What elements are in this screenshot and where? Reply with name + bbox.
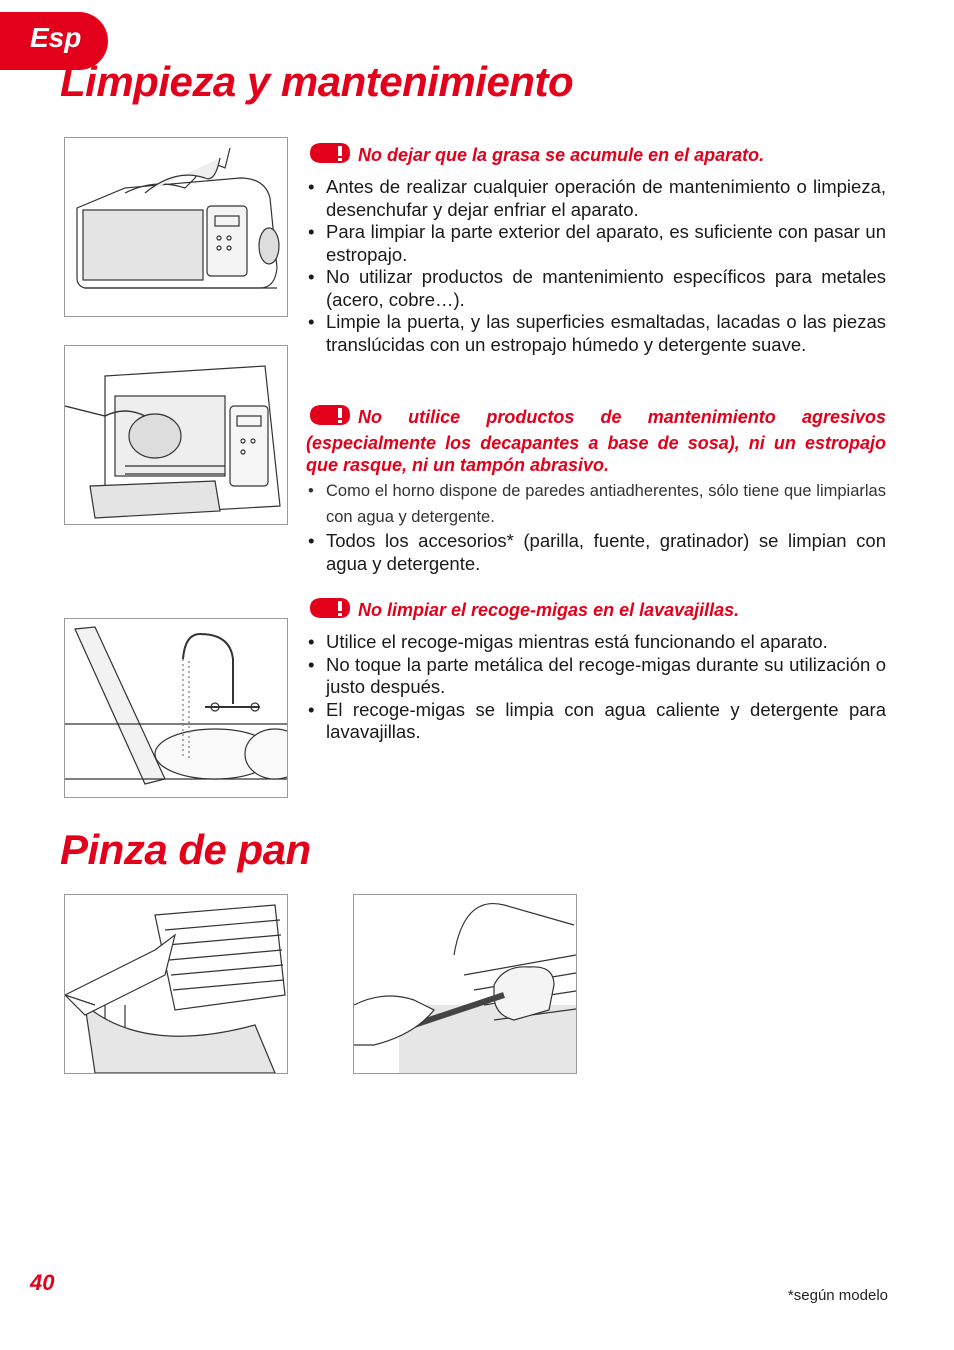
warning-text: No limpiar el recoge-migas en el lavavajillas. bbox=[358, 600, 740, 620]
maintenance-block-1 bbox=[306, 141, 886, 356]
list-item: • Todos los accesorios* (parilla, fuente, gratinador) se limpian con agua y detergente. bbox=[306, 530, 886, 575]
warning-text: No dejar que la grasa se acumule en el aparato. bbox=[358, 145, 765, 165]
list-item: • Limpie la puerta, y las superficies esmaltadas, lacadas o las piezas translúcidas con un estropajo húmedo y detergente suave. bbox=[306, 311, 886, 356]
list-item: • Antes de realizar cualquier operación de mantenimiento o limpieza, desenchufar y dejar enfriar el aparato. bbox=[306, 176, 886, 221]
list-item: • El recoge-migas se limpia con agua caliente y detergente para lavavajillas. bbox=[306, 699, 886, 744]
footnote: *según modelo bbox=[787, 1287, 888, 1304]
warning-icon bbox=[306, 141, 352, 170]
tongs-toast-illustration bbox=[353, 894, 577, 1074]
section-title-cleaning: Limpieza y mantenimiento bbox=[60, 58, 574, 105]
maintenance-block-2 bbox=[306, 403, 886, 575]
list-item: • Utilice el recoge-migas mientras está funcionando el aparato. bbox=[306, 631, 886, 654]
page-number: 40 bbox=[30, 1270, 55, 1295]
section-title-bread-tongs: Pinza de pan bbox=[60, 826, 311, 873]
oven-interior-cleaning-illustration bbox=[64, 345, 288, 525]
crumb-tray-washing-illustration bbox=[64, 618, 288, 798]
warning-text: No utilice productos de mantenimiento agresivos (especialmente los decapantes a base de sosa), ni un estropajo que rasque, ni un tampón abrasivo. bbox=[306, 407, 886, 475]
warning-icon bbox=[306, 403, 352, 432]
language-label: Esp bbox=[30, 22, 82, 53]
warning-icon bbox=[306, 596, 352, 625]
oven-exterior-cleaning-illustration bbox=[64, 137, 288, 317]
list-item: • No utilizar productos de mantenimiento específicos para metales (acero, cobre…). bbox=[306, 266, 886, 311]
list-item: • No toque la parte metálica del recoge-migas durante su utilización o justo después. bbox=[306, 654, 886, 699]
list-item: • Como el horno dispone de paredes antiadherentes, sólo tiene que limpiarlas con agua y detergente. bbox=[306, 478, 886, 530]
list-item: • Para limpiar la parte exterior del aparato, es suficiente con pasar un estropajo. bbox=[306, 221, 886, 266]
tongs-rack-illustration bbox=[64, 894, 288, 1074]
maintenance-block-3 bbox=[306, 596, 886, 744]
